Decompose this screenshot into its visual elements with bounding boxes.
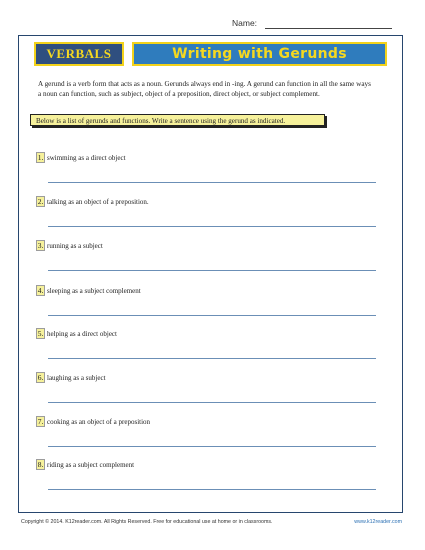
answer-line[interactable] (48, 315, 376, 316)
answer-line[interactable] (48, 270, 376, 271)
item-number: 2. (37, 197, 44, 206)
exercise-item-4 (36, 285, 381, 325)
item-prompt: cooking as an object of a preposition (47, 418, 151, 426)
item-number: 4. (37, 286, 44, 295)
name-label: Name: (232, 18, 258, 28)
item-number: 8. (37, 460, 44, 469)
item-prompt: laughing as a subject (47, 374, 106, 382)
answer-line[interactable] (48, 489, 376, 490)
instructions-box: Below is a list of gerunds and functions. Write a sentence using the gerund as indicated. (30, 114, 325, 126)
answer-line[interactable] (48, 182, 376, 183)
item-number: 3. (37, 241, 44, 250)
item-number: 1. (37, 153, 44, 162)
item-number: 7. (37, 417, 44, 426)
item-prompt: swimming as a direct object (47, 154, 126, 162)
item-number: 6. (37, 373, 44, 382)
category-badge: VERBALS (34, 42, 124, 66)
answer-line[interactable] (48, 402, 376, 403)
intro-paragraph: A gerund is a verb form that acts as a noun. Gerunds always end in -ing. A gerund can function in all the same ways a noun can function, such as subject, object of a preposition, direct object, or subject complement. (38, 80, 371, 98)
exercise-item-8 (36, 459, 381, 499)
worksheet-header (18, 35, 403, 72)
answer-line[interactable] (48, 446, 376, 447)
item-prompt: helping as a direct object (47, 330, 117, 338)
item-prompt: sleeping as a subject complement (47, 287, 141, 295)
exercise-item-7 (36, 416, 381, 456)
site-link[interactable]: www.k12reader.com (354, 519, 402, 525)
name-field[interactable] (232, 18, 392, 32)
exercise-item-3 (36, 240, 381, 280)
exercise-item-6 (36, 372, 381, 412)
answer-line[interactable] (48, 226, 376, 227)
answer-line[interactable] (48, 358, 376, 359)
item-prompt: running as a subject (47, 242, 103, 250)
item-number: 5. (37, 329, 44, 338)
item-prompt: talking as an object of a preposition. (47, 198, 149, 206)
exercise-item-2 (36, 196, 381, 236)
item-prompt: riding as a subject complement (47, 461, 135, 469)
copyright-text: Copyright © 2014. K12reader.com. All Rights Reserved. Free for educational use at home or in classrooms. (21, 519, 273, 525)
exercise-item-1 (36, 152, 381, 192)
name-line[interactable] (265, 28, 392, 29)
worksheet-title: Writing with Gerunds (132, 42, 387, 66)
exercise-item-5 (36, 328, 381, 368)
